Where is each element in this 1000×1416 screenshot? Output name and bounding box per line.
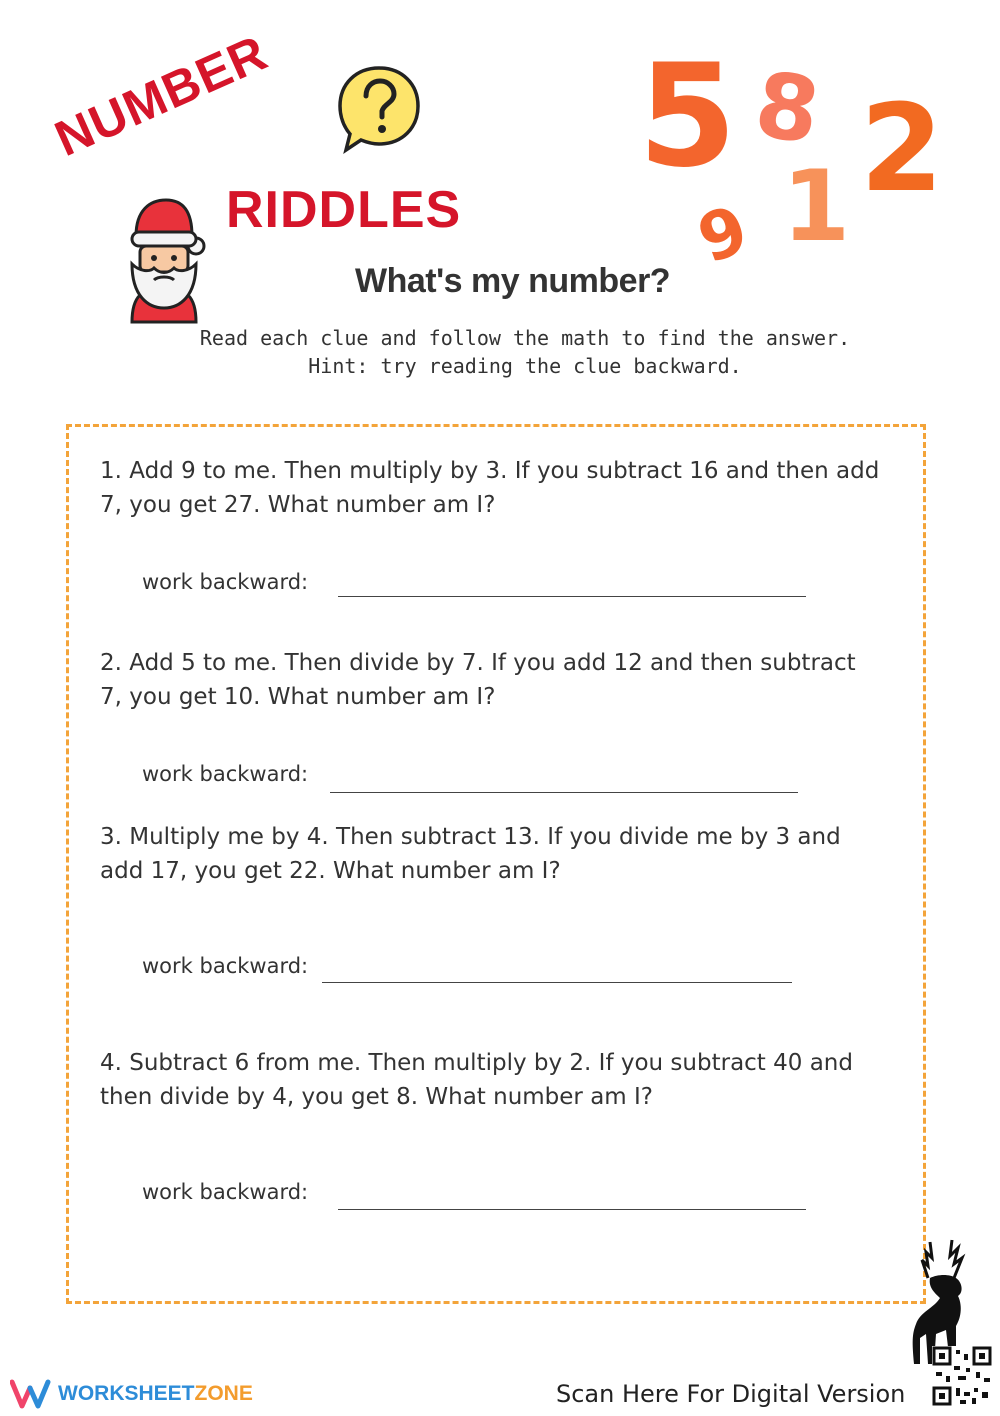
decor-number-2: 2 (860, 80, 944, 219)
decor-number-8: 8 (748, 52, 826, 165)
riddle-2-work-label: work backward: (142, 762, 309, 786)
qr-code-icon[interactable] (932, 1346, 992, 1406)
riddle-4-answer-line[interactable] (338, 1209, 806, 1210)
brand-name-part2: ZONE (194, 1382, 253, 1405)
instructions-line-2: Hint: try reading the clue backward. (308, 354, 742, 378)
instructions-line-1: Read each clue and follow the math to find the answer. (199, 326, 851, 350)
riddle-1-text: 1. Add 9 to me. Then multiply by 3. If you subtract 16 and then add 7, you get 27. What number am I? (100, 458, 880, 518)
riddle-4-work-label: work backward: (142, 1180, 309, 1204)
santa-icon (118, 196, 210, 324)
riddle-3-answer-line[interactable] (322, 982, 792, 983)
riddle-1-work-label: work backward: (142, 570, 309, 594)
brand-name-part1: WORKSHEET (58, 1382, 195, 1405)
question-bubble-icon (336, 62, 422, 156)
decor-number-9: 9 (688, 190, 758, 279)
brand-name[interactable] (58, 1382, 253, 1406)
riddle-2-text: 2. Add 5 to me. Then divide by 7. If you add 12 and then subtract 7, you get 10. What number am I? (100, 650, 856, 710)
riddle-3-text: 3. Multiply me by 4. Then subtract 13. If you divide me by 3 and add 17, you get 22. What number am I? (100, 824, 841, 884)
riddle-3-work-label: work backward: (142, 954, 309, 978)
title-riddles: RIDDLES (226, 181, 462, 239)
decor-number-1: 1 (782, 150, 851, 264)
riddle-4-text: 4. Subtract 6 from me. Then multiply by 2. If you subtract 40 and then divide by 4, you get 8. What number am I? (100, 1050, 853, 1110)
page-subtitle: What's my number? (355, 262, 671, 300)
riddle-2-answer-line[interactable] (330, 792, 798, 793)
decor-number-5: 5 (638, 34, 737, 199)
scan-text: Scan Here For Digital Version (556, 1380, 906, 1408)
title-number: NUMBER (46, 24, 276, 168)
instructions (150, 324, 900, 380)
riddle-1-answer-line[interactable] (338, 596, 806, 597)
worksheetzone-logo-icon (10, 1378, 52, 1410)
